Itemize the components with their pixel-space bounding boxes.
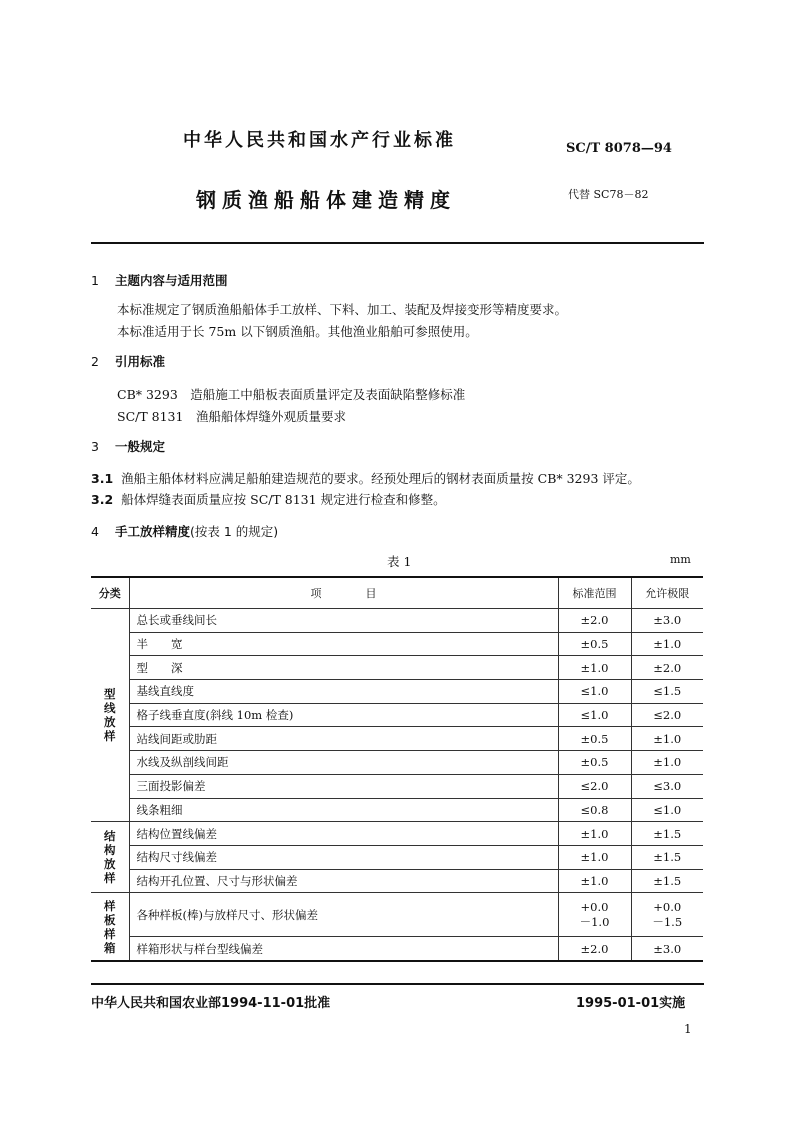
standard-cell: ≤0.8 bbox=[558, 798, 631, 822]
replaces-standard: 代替 SC78－82 bbox=[568, 188, 649, 201]
limit-cell: ±3.0 bbox=[631, 937, 703, 961]
paragraph: 本标准规定了钢质渔船船体手工放样、下料、加工、装配及焊接变形等精度要求。 bbox=[117, 302, 568, 317]
item-cell: 基线直线度 bbox=[129, 680, 558, 704]
standard-cell: ±1.0 bbox=[558, 845, 631, 869]
standard-cell: ±1.0 bbox=[558, 656, 631, 680]
limit-cell: ±1.5 bbox=[631, 869, 703, 893]
table-row bbox=[91, 845, 703, 869]
category-label: 样板样箱 bbox=[104, 898, 116, 955]
table-row bbox=[91, 680, 703, 704]
clause-text: 船体焊缝表面质量应按 SC/T 8131 规定进行检查和修整。 bbox=[121, 492, 446, 507]
standard-cell: ±0.5 bbox=[558, 751, 631, 775]
standard-number: SC/T 8078—94 bbox=[566, 141, 672, 156]
limit-cell: ±1.0 bbox=[631, 632, 703, 656]
table-row bbox=[91, 609, 703, 633]
clause-3-1 bbox=[91, 469, 640, 487]
limit-cell: ≤1.5 bbox=[631, 680, 703, 704]
category-cell bbox=[91, 822, 129, 893]
clause-3-2 bbox=[91, 490, 446, 508]
limit-cell: ±2.0 bbox=[631, 656, 703, 680]
footer-rule bbox=[91, 983, 704, 985]
reference-item: SC/T 8131 渔船船体焊缝外观质量要求 bbox=[117, 409, 346, 424]
section-number: 1 bbox=[91, 273, 99, 288]
header-limit: 允许极限 bbox=[631, 577, 703, 609]
header-rule bbox=[91, 242, 704, 244]
table-caption: 表 1 bbox=[387, 554, 412, 569]
item-cell: 结构尺寸线偏差 bbox=[129, 845, 558, 869]
table-row bbox=[91, 937, 703, 961]
item-cell: 结构位置线偏差 bbox=[129, 822, 558, 846]
section-title: 手工放样精度 bbox=[115, 524, 191, 539]
implementation-date: 1995-01-01实施 bbox=[576, 996, 686, 1011]
header-item: 项 目 bbox=[129, 577, 558, 609]
category-label: 结构放样 bbox=[104, 829, 116, 886]
limit-cell: ±1.5 bbox=[631, 822, 703, 846]
table-unit: mm bbox=[670, 553, 691, 566]
item-cell: 样箱形状与样台型线偏差 bbox=[129, 937, 558, 961]
standard-cell: ±0.5 bbox=[558, 727, 631, 751]
page-number: 1 bbox=[684, 1022, 692, 1036]
item-cell: 线条粗细 bbox=[129, 798, 558, 822]
limit-lower: －1.5 bbox=[652, 914, 683, 929]
table-row bbox=[91, 798, 703, 822]
limit-cell: ≤2.0 bbox=[631, 703, 703, 727]
limit-cell: ±1.5 bbox=[631, 845, 703, 869]
table-row bbox=[91, 727, 703, 751]
table-row bbox=[91, 774, 703, 798]
section-title: 主题内容与适用范围 bbox=[115, 273, 228, 288]
clause-number: 3.2 bbox=[91, 492, 114, 507]
paragraph: 本标准适用于长 75m 以下钢质渔船。其他渔业船舶可参照使用。 bbox=[117, 324, 478, 339]
header-category: 分类 bbox=[91, 577, 129, 609]
table-row bbox=[91, 822, 703, 846]
item-cell: 总长或垂线间长 bbox=[129, 609, 558, 633]
section-title: 引用标准 bbox=[115, 354, 166, 369]
item-cell: 水线及纵剖线间距 bbox=[129, 751, 558, 775]
table-1 bbox=[91, 576, 703, 962]
limit-cell: ≤3.0 bbox=[631, 774, 703, 798]
item-cell: 各种样板(棒)与放样尺寸、形状偏差 bbox=[129, 893, 558, 937]
limit-cell: ±1.0 bbox=[631, 751, 703, 775]
limit-cell: ±1.0 bbox=[631, 727, 703, 751]
approval-line: 中华人民共和国农业部1994-11-01批准 bbox=[91, 996, 331, 1011]
table-row bbox=[91, 632, 703, 656]
standard-cell: ±1.0 bbox=[558, 869, 631, 893]
item-cell: 格子线垂直度(斜线 10m 检查) bbox=[129, 703, 558, 727]
item-cell: 半 宽 bbox=[129, 632, 558, 656]
section-2-heading bbox=[91, 352, 165, 370]
section-number: 4 bbox=[91, 524, 99, 539]
clause-number: 3.1 bbox=[91, 471, 114, 486]
category-cell bbox=[91, 893, 129, 961]
header-standard: 标准范围 bbox=[558, 577, 631, 609]
issuing-org-title: 中华人民共和国水产行业标准 bbox=[183, 130, 456, 151]
standard-cell: ≤1.0 bbox=[558, 703, 631, 727]
standard-cell: ±0.5 bbox=[558, 632, 631, 656]
limit-cell: ≤1.0 bbox=[631, 798, 703, 822]
section-title: 一般规定 bbox=[115, 439, 166, 454]
table-row bbox=[91, 869, 703, 893]
section-3-heading bbox=[91, 437, 165, 455]
item-cell: 结构开孔位置、尺寸与形状偏差 bbox=[129, 869, 558, 893]
section-title-note: (按表 1 的规定) bbox=[190, 524, 279, 539]
standard-cell: ≤2.0 bbox=[558, 774, 631, 798]
section-number: 2 bbox=[91, 354, 99, 369]
clause-text: 渔船主船体材料应满足船舶建造规范的要求。经预处理后的钢材表面质量按 CB* 3293 评定。 bbox=[121, 471, 640, 486]
standard-cell bbox=[558, 893, 631, 937]
standard-cell: ≤1.0 bbox=[558, 680, 631, 704]
standard-lower: －1.0 bbox=[579, 914, 610, 929]
table-row bbox=[91, 751, 703, 775]
table-row bbox=[91, 656, 703, 680]
standard-cell: ±1.0 bbox=[558, 822, 631, 846]
standard-upper: +0.0 bbox=[580, 899, 609, 914]
section-number: 3 bbox=[91, 439, 99, 454]
standard-cell: ±2.0 bbox=[558, 937, 631, 961]
limit-upper: +0.0 bbox=[653, 899, 682, 914]
standard-cell: ±2.0 bbox=[558, 609, 631, 633]
document-title: 钢质渔船船体建造精度 bbox=[196, 188, 456, 212]
category-cell bbox=[91, 609, 129, 822]
table-row bbox=[91, 703, 703, 727]
reference-item: CB* 3293 造船施工中船板表面质量评定及表面缺陷整修标准 bbox=[117, 387, 466, 402]
category-label: 型线放样 bbox=[104, 687, 116, 744]
limit-cell bbox=[631, 893, 703, 937]
table-header-row bbox=[91, 577, 703, 609]
section-4-heading bbox=[91, 522, 278, 540]
item-cell: 站线间距或肋距 bbox=[129, 727, 558, 751]
section-1-heading bbox=[91, 271, 228, 289]
item-cell: 三面投影偏差 bbox=[129, 774, 558, 798]
table-row bbox=[91, 893, 703, 937]
item-cell: 型 深 bbox=[129, 656, 558, 680]
limit-cell: ±3.0 bbox=[631, 609, 703, 633]
